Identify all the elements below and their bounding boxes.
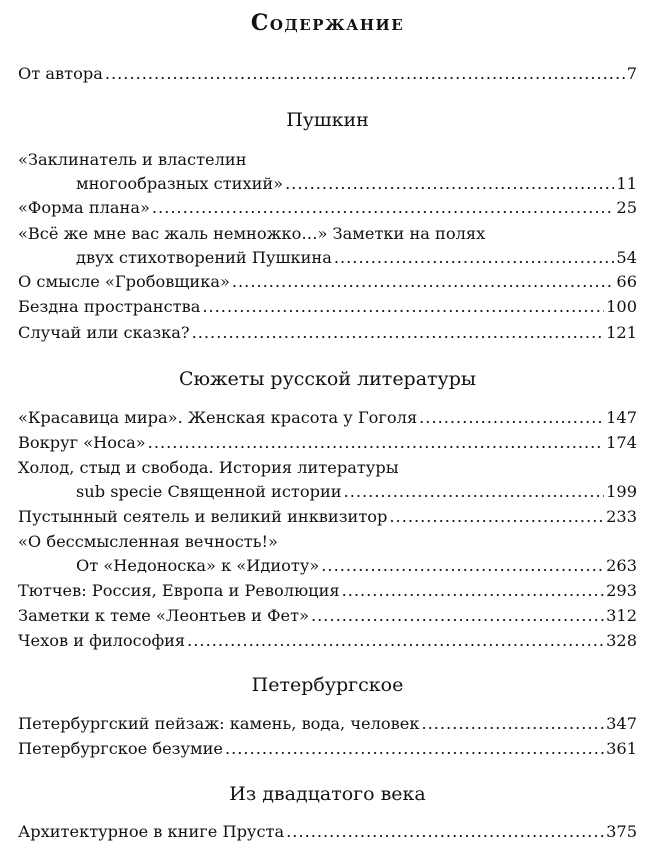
toc-entry-label: Пустынный сеятель и великий инквизитор [18,507,388,526]
dot-leader [152,196,614,220]
toc-entry-label-line2: многообразных стихий» [76,174,284,193]
toc-entry[interactable] [18,604,637,628]
toc-entry-label: Архитектурное в книге Пруста [18,822,285,841]
toc-entry-label: «Форма плана» [18,198,150,217]
toc-entry[interactable] [18,196,637,220]
toc-entry[interactable] [18,579,637,603]
toc-entry-label-line1: «О бессмысленная вечность!» [18,532,278,551]
dot-leader [311,604,604,628]
toc-page [18,0,637,860]
section-heading-petersburg: Петербургское [251,674,404,696]
page-title: Содержание [250,10,405,36]
toc-entry-preface[interactable] [18,62,637,86]
dot-leader [192,321,604,345]
dot-leader [148,431,604,455]
toc-entry-page: 25 [616,198,637,217]
toc-entry-label-line1: «Заклинатель и властелин [18,150,247,169]
toc-entry-page: 233 [606,507,637,526]
toc-entry-label: Тютчев: Россия, Европа и Революция [18,581,340,600]
section-heading-pushkin: Пушкин [286,109,369,131]
toc-entry[interactable] [18,406,637,430]
dot-leader [421,712,604,736]
toc-entry-label: «Красавица мира». Женская красота у Гоголя [18,408,418,427]
toc-entry-label: О смысле «Гробовщика» [18,272,230,291]
toc-entry-label: От автора [18,64,103,83]
toc-entry-page: 199 [606,482,637,501]
toc-entry-page: 347 [606,714,637,733]
dot-leader [419,406,604,430]
toc-entry-page: 375 [606,822,637,841]
toc-entry-label: Бездна пространства [18,297,201,316]
toc-entry-label-line1: «Всё же мне вас жаль немножко…» Заметки на полях [18,224,486,243]
toc-entry[interactable] [18,295,637,319]
dot-leader [286,820,604,844]
toc-entry[interactable] [18,222,637,267]
toc-entry-label: Петербургский пейзаж: камень, вода, человек [18,714,420,733]
dot-leader [105,62,625,86]
toc-entry-page: 328 [606,631,637,650]
dot-leader [389,505,604,529]
toc-entry-page: 11 [616,174,637,193]
toc-entry-label-line2: От «Недоноска» к «Идиоту» [76,556,320,575]
toc-entry[interactable] [18,530,637,575]
toc-entry[interactable] [18,456,637,501]
toc-entry[interactable] [18,270,637,294]
dot-leader [225,737,604,761]
dot-leader [232,270,615,294]
toc-entry[interactable] [18,737,637,761]
toc-entry-page: 293 [606,581,637,600]
toc-entry-page: 263 [606,556,637,575]
toc-entry-page: 312 [606,606,637,625]
toc-entry-page: 361 [606,739,637,758]
dot-leader [334,246,615,270]
dot-leader [321,554,604,578]
toc-entry-label: Заметки к теме «Леонтьев и Фет» [18,606,309,625]
toc-entry-label: Случай или сказка? [18,323,190,342]
toc-entry-page: 100 [606,297,637,316]
toc-entry[interactable] [18,712,637,736]
section-heading-twentieth-century: Из двадцатого века [229,783,426,805]
dot-leader [285,172,614,196]
toc-entry[interactable] [18,820,637,844]
toc-entry[interactable] [18,148,637,193]
dot-leader [187,629,604,653]
dot-leader [342,579,605,603]
toc-entry[interactable] [18,505,637,529]
toc-entry-label-line1: Холод, стыд и свобода. История литературы [18,458,399,477]
toc-entry-label-line2: sub specie Священной истории [76,482,342,501]
section-heading-russian-literature: Сюжеты русской литературы [178,368,477,390]
toc-entry[interactable] [18,321,637,345]
toc-entry-page: 7 [626,64,637,83]
toc-entry-page: 121 [606,323,637,342]
toc-entry-page: 147 [606,408,637,427]
toc-entry-label: Чехов и философия [18,631,186,650]
toc-entry-label-line2: двух стихотворений Пушкина [76,248,332,267]
dot-leader [344,480,605,504]
toc-entry-page: 66 [616,272,637,291]
toc-entry-page: 174 [606,433,637,452]
dot-leader [202,295,604,319]
toc-entry-page: 54 [616,248,637,267]
toc-entry[interactable] [18,431,637,455]
toc-entry-label: Петербургское безумие [18,739,223,758]
toc-entry[interactable] [18,629,637,653]
toc-entry-label: Вокруг «Носа» [18,433,146,452]
